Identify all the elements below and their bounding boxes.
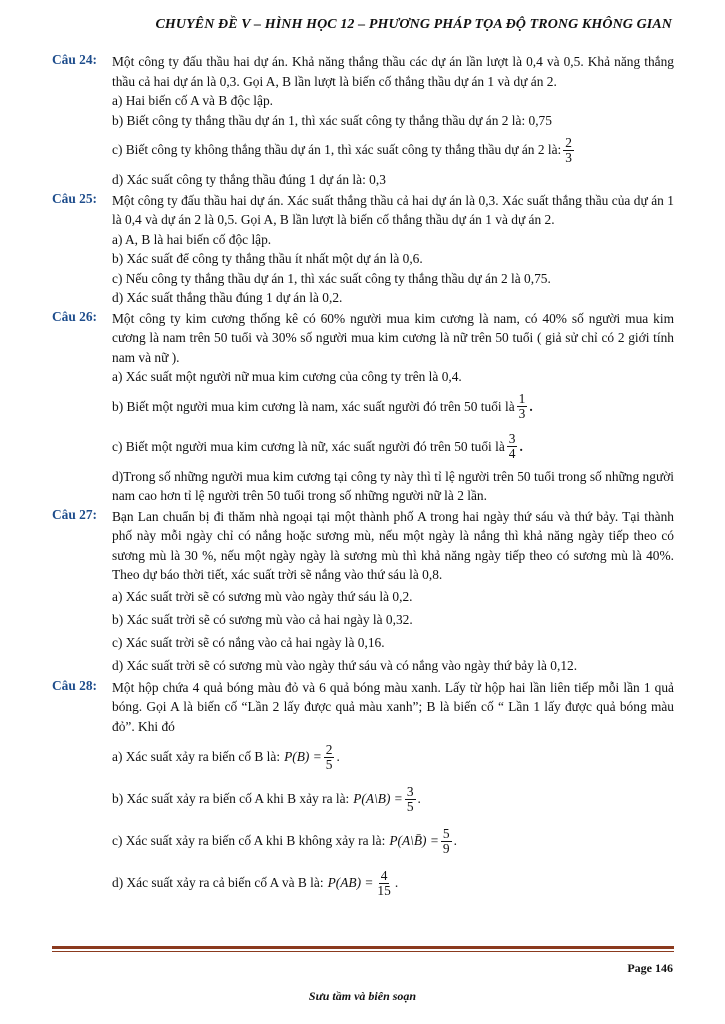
question-label: Câu 25: xyxy=(52,190,98,206)
fraction xyxy=(375,869,392,898)
footer-credit: Sưu tầm và biên soạn xyxy=(308,989,417,1003)
fraction-numerator: 5 xyxy=(442,825,450,841)
probability-expression: P(A\B) = xyxy=(353,791,403,806)
fraction xyxy=(517,392,528,421)
option-c xyxy=(112,130,674,170)
option-a: a) A, B là hai biến cố độc lập. xyxy=(112,231,272,247)
option-c-text: c) Biết một người mua kim cương là nữ, xác suất người đó trên 50 tuổi là xyxy=(112,438,505,454)
footer-divider xyxy=(52,946,674,949)
fraction-numerator: 3 xyxy=(508,431,516,446)
option-a: a) Xác suất trời sẽ có sương mù vào ngày thứ sáu là 0,2. xyxy=(112,588,413,604)
question-label: Câu 26: xyxy=(52,308,98,324)
fraction-numerator: 2 xyxy=(325,741,333,757)
option-d: d) Xác suất thắng thầu đúng 1 dự án là 0,2. xyxy=(112,290,343,305)
fraction xyxy=(324,743,335,772)
fraction xyxy=(441,827,452,856)
fraction xyxy=(405,785,416,814)
document-body xyxy=(52,52,674,905)
option-b: b) Biết công ty thắng thầu dự án 1, thì xác suất công ty thắng thầu dự án 2 là: 0,75 xyxy=(112,112,552,128)
fraction xyxy=(507,432,518,461)
option-a: a) Xác suất xảy ra biến cố B là: P(B) = $\frac{2}{5}$ . xyxy=(112,741,340,772)
page-header: CHUYÊN ĐỀ V – HÌNH HỌC 12 – PHƯƠNG PHÁP TỌA ĐỘ TRONG KHÔNG GIAN xyxy=(155,17,672,32)
option-b: b) Xác suất xảy ra biến cố A khi B xảy ra là: P(A\B) = $\frac{3}{5}$ . xyxy=(112,783,421,814)
option-c: c) Nếu công ty thắng thầu dự án 1, thì xác suất công ty thắng thầu dự án 2 là 0,75. xyxy=(112,270,551,286)
option-b: b) Biết một người mua kim cương là nam, xác suất người đó trên 50 tuổi là $\frac{1}{3}$ . xyxy=(112,391,533,421)
fraction-numerator: 4 xyxy=(380,867,388,883)
fraction-denominator: 9 xyxy=(442,840,450,856)
option-c-text: c) Biết công ty không thắng thầu dự án 1, thì xác suất công ty thắng thầu dự án 2 là: xyxy=(112,142,562,157)
probability-expression: P(A\B̄) = xyxy=(389,833,439,848)
question-25 xyxy=(52,191,674,308)
option-b-text: b) Xác suất xảy ra biến cố A khi B xảy ra là: xyxy=(112,791,350,806)
option-d: d) Xác suất trời sẽ có sương mù vào ngày thứ sáu và có nắng vào ngày thứ bảy là 0,12. xyxy=(112,657,578,673)
fraction-denominator: 5 xyxy=(325,756,333,772)
question-text: Một công ty kim cương thống kê có 60% người mua kim cương là nam, có 40% số người mua kim cương là nam trên 50 tuổi và 30% số người mua kim cương là nữ trên 50 tuổi ( giả sử chỉ có 2 giới tính nam và nữ ). xyxy=(112,310,674,365)
option-d: d) Xác suất xảy ra cả biến cố A và B là: P(AB) = $\frac{4}{15}$ . xyxy=(112,867,399,898)
footer-divider-thin xyxy=(52,951,674,952)
option-c: c) Biết một người mua kim cương là nữ, xác suất người đó trên 50 tuổi là $\frac{3}{4}$ . xyxy=(112,431,523,461)
option-a: a) Hai biến cố A và B độc lập. xyxy=(112,93,274,108)
question-label: Câu 27: xyxy=(52,506,98,522)
question-text: Một công ty đấu thầu hai dự án. Khả năng thắng thầu các dự án lần lượt là 0,4 và 0,5. Khả năng thắng thầu cả hai dự án là 0,3. Gọi A, B lần lượt là biến cố thắng thầu dự án 1 và dự án 2. xyxy=(112,54,674,89)
fraction-denominator: 3 xyxy=(565,149,572,165)
option-b-text: b) Biết một người mua kim cương là nam, xác suất người đó trên 50 tuổi là xyxy=(112,398,515,414)
option-b: b) Xác suất để công ty thắng thầu ít nhất một dự án là 0,6. xyxy=(112,251,423,266)
fraction-denominator: 15 xyxy=(377,882,391,898)
fraction-denominator: 4 xyxy=(508,446,516,461)
option-c: c) Xác suất trời sẽ có nắng vào cả hai ngày là 0,16. xyxy=(112,634,385,650)
question-text: Một công ty đấu thầu hai dự án. Xác suất thắng thầu cả hai dự án là 0,3. Xác suất thắng thầu của dự án 1 là 0,4 và dự án 2 là 0,5. Gọi A, B lần lượt là biến cố thắng thầu dự án 1 và dự án 2. xyxy=(112,192,674,227)
fraction-numerator: 2 xyxy=(565,134,572,150)
fraction xyxy=(563,136,574,165)
question-label: Câu 24: xyxy=(52,52,98,67)
question-24 xyxy=(52,52,674,190)
option-b: b) Xác suất trời sẽ có sương mù vào cả hai ngày là 0,32. xyxy=(112,611,413,627)
probability-expression: P(B) = xyxy=(284,749,322,764)
option-d: d)Trong số những người mua kim cương tại công ty này thì tỉ lệ người trên 50 tuổi trong số những người nam cao hơn tỉ lệ người trên 50 tuổi trong số những người nữ là 2 lần. xyxy=(112,468,674,503)
option-d-text: d) Xác suất xảy ra cả biến cố A và B là: xyxy=(112,875,324,890)
question-27 xyxy=(52,507,674,677)
fraction-denominator: 5 xyxy=(406,798,414,814)
question-text: Bạn Lan chuẩn bị đi thăm nhà ngoại tại một thành phố A trong hai ngày thứ sáu và thứ bảy. Tại thành phố này mỗi ngày chỉ có nắng hoặc sương mù, nếu một ngày là nắng thì khả năng ngày tiếp theo có sương mù là 30 %, nếu một ngày ngày là sương mù thì khả năng ngày tiếp theo có sương mù là 40%. Theo dự báo thời tiết, xác suất trời sẽ nắng vào thứ sáu là 0,8. xyxy=(112,508,674,582)
fraction-numerator: 1 xyxy=(518,391,526,406)
probability-expression: P(AB) = xyxy=(327,875,374,890)
fraction-numerator: 3 xyxy=(406,783,414,799)
option-a: a) Xác suất một người nữ mua kim cương của công ty trên là 0,4. xyxy=(112,369,462,384)
fraction-denominator: 3 xyxy=(518,406,526,421)
option-d: d) Xác suất công ty thắng thầu đúng 1 dự án là: 0,3 xyxy=(112,172,386,187)
option-c-text: c) Xác suất xảy ra biến cố A khi B không xảy ra là: xyxy=(112,833,386,848)
page-number: Page 146 xyxy=(627,961,673,975)
option-a-text: a) Xác suất xảy ra biến cố B là: xyxy=(112,749,281,764)
question-label: Câu 28: xyxy=(52,677,98,693)
option-c: c) Xác suất xảy ra biến cố A khi B không xảy ra là: P(A\B̄) = $\frac{5}{9}$ . xyxy=(112,825,457,856)
question-26 xyxy=(52,309,674,506)
question-28 xyxy=(52,678,674,905)
question-text: Một hộp chứa 4 quả bóng màu đỏ và 6 quả bóng màu xanh. Lấy từ hộp hai lần liên tiếp mỗi lần 1 quả bóng. Gọi A là biến cố “Lần 2 lấy được quả màu xanh”; B là biến cố “ Lần 1 lấy được quả bóng màu đỏ”. Khi đó xyxy=(112,679,674,734)
